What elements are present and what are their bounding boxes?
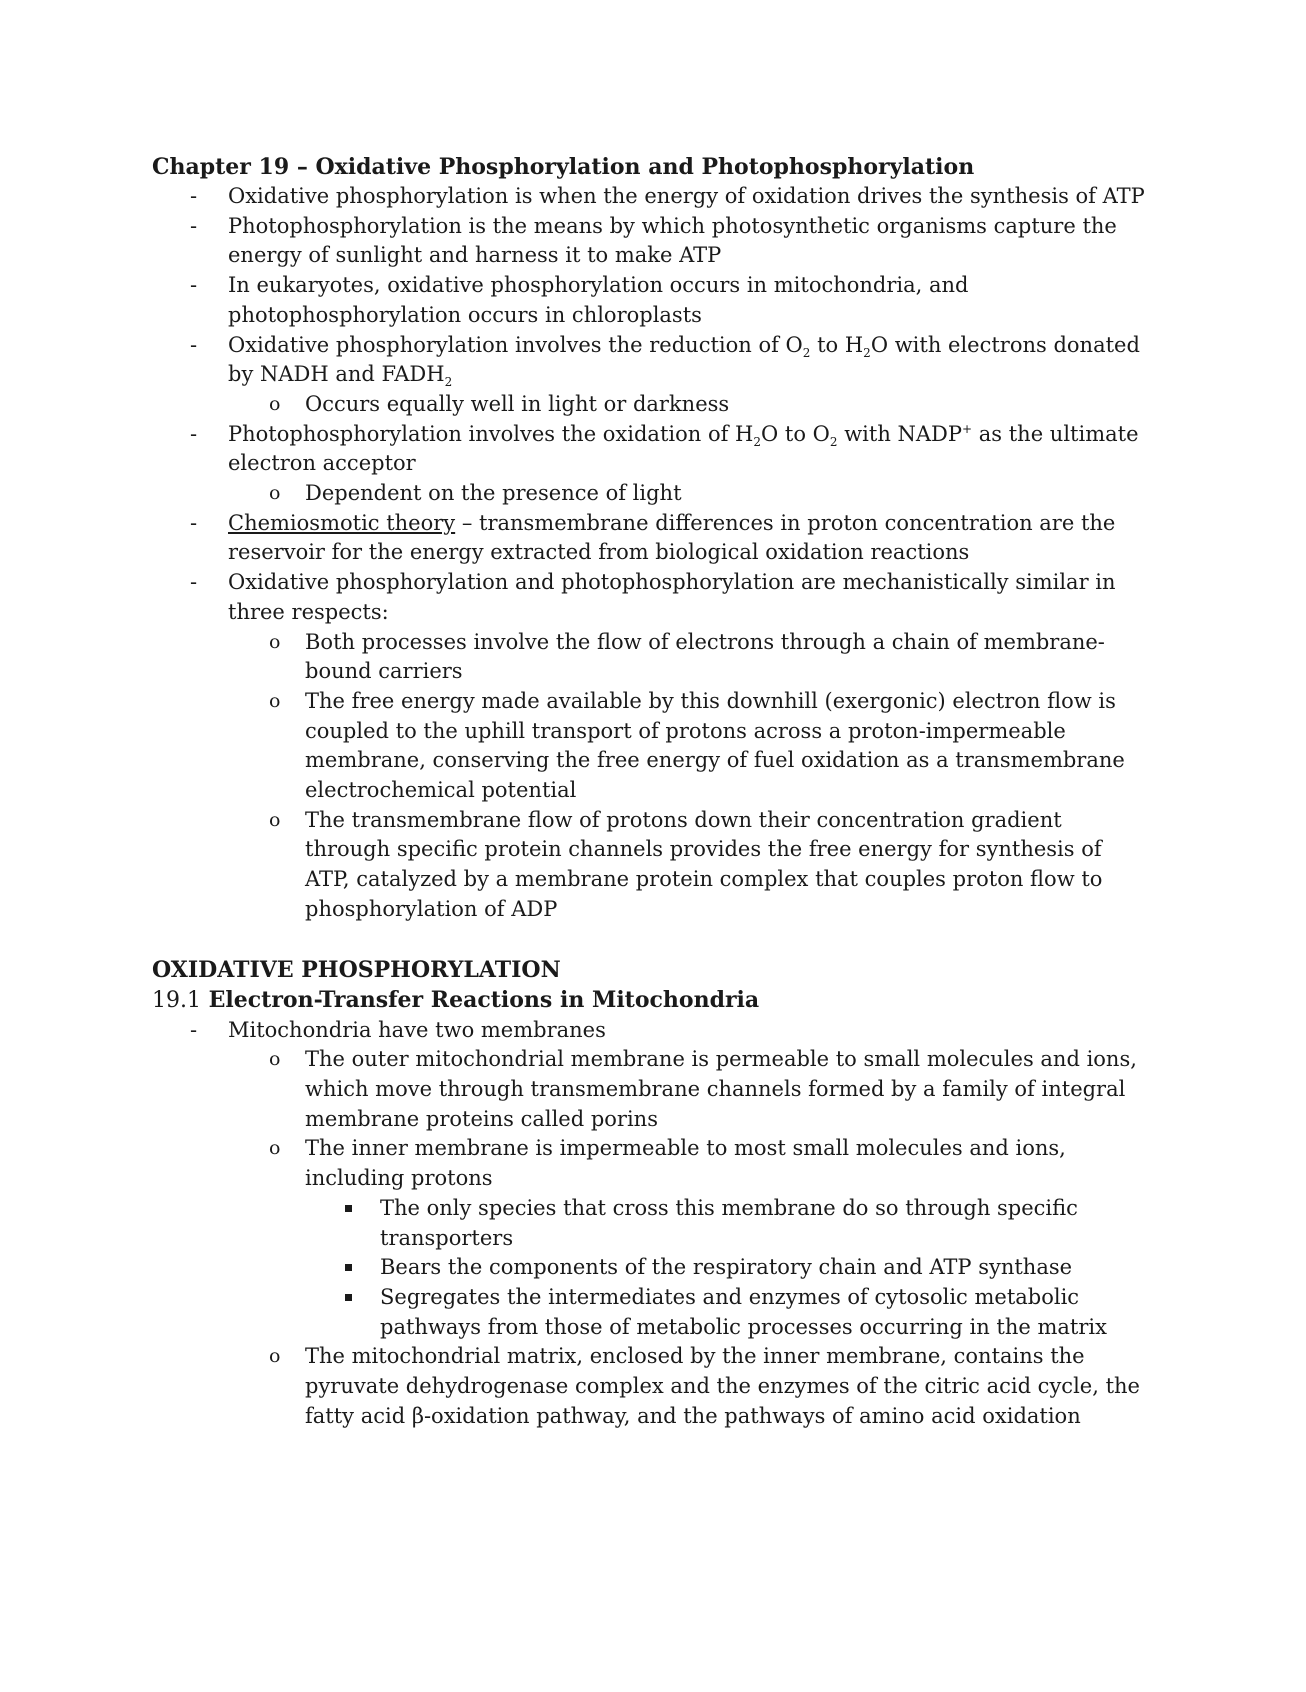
dash-marker: - <box>190 421 198 446</box>
item-text: Mitochondria have two membranes <box>228 1017 606 1042</box>
list-item <box>152 271 1152 330</box>
sub-list-item <box>152 628 1152 687</box>
sub-list-item <box>152 687 1152 806</box>
list-item <box>152 509 1152 568</box>
item-text: Bears the components of the respiratory chain and ATP synthase <box>380 1255 1073 1280</box>
list-item <box>152 212 1152 271</box>
item-text: Chemiosmotic theory – transmembrane differences in proton concentration are the reservoir for the energy extracted from biological oxidation reactions <box>228 510 1116 565</box>
subsection-heading <box>152 985 1152 1016</box>
circle-marker: o <box>269 392 281 415</box>
square-bullet-icon <box>345 1205 352 1212</box>
item-text: The mitochondrial matrix, enclosed by the inner membrane, contains the pyruvate dehydrogenase complex and the enzymes of the citric acid cycle, the fatty acid β-oxidation pathway, and the pathways of amino acid oxidation <box>305 1344 1140 1428</box>
dash-marker: - <box>190 213 198 238</box>
list-item <box>152 331 1152 390</box>
section-spacer <box>152 925 1152 955</box>
circle-marker: o <box>269 1048 281 1071</box>
circle-marker: o <box>269 808 281 831</box>
section-heading: OXIDATIVE PHOSPHORYLATION <box>152 956 561 983</box>
sub-list-item <box>152 806 1152 925</box>
dash-marker: - <box>190 570 198 595</box>
sub-sub-list-item <box>152 1194 1152 1253</box>
page-content <box>152 152 1152 1431</box>
item-text: The only species that cross this membrane do so through specific transporters <box>380 1195 1078 1250</box>
sub-sub-list-item <box>152 1283 1152 1342</box>
list-item <box>152 568 1152 627</box>
list-item <box>152 420 1152 479</box>
sub-list-item <box>152 1134 1152 1193</box>
mitochondria-list <box>152 1016 1152 1432</box>
item-text: The free energy made available by this downhill (exergonic) electron flow is coupled to the uphill transport of protons across a proton-impermeable membrane, conserving the free energy of fuel oxidation as a transmembrane electrochemical potential <box>305 688 1125 803</box>
item-text: The outer mitochondrial membrane is permeable to small molecules and ions, which move through transmembrane channels formed by a family of integral membrane proteins called porins <box>305 1047 1137 1131</box>
item-text: Dependent on the presence of light <box>305 481 682 506</box>
defined-term: Chemiosmotic theory <box>228 510 456 535</box>
sub-list-item <box>152 1045 1152 1134</box>
item-text: Oxidative phosphorylation and photophosphorylation are mechanistically similar in three respects: <box>228 570 1116 624</box>
circle-marker: o <box>269 1137 281 1160</box>
circle-marker: o <box>269 689 281 712</box>
item-text: The transmembrane flow of protons down their concentration gradient through specific protein channels provides the free energy for synthesis of ATP, catalyzed by a membrane protein complex that couples proton flow to phosphorylation of ADP <box>305 807 1103 921</box>
dash-marker: - <box>190 273 198 298</box>
subsection-title: Electron-Transfer Reactions in Mitochondria <box>208 986 760 1013</box>
list-item <box>152 182 1152 212</box>
subsection-number: 19.1 <box>152 987 201 1013</box>
chapter-title: Chapter 19 – Oxidative Phosphorylation and Photophosphorylation <box>152 154 975 180</box>
square-bullet-icon <box>345 1264 352 1271</box>
sub-list-item <box>152 1342 1152 1431</box>
item-text: In eukaryotes, oxidative phosphorylation occurs in mitochondria, and photophosphorylation occurs in chloroplasts <box>228 273 969 327</box>
circle-marker: o <box>269 1345 281 1368</box>
item-text: Both processes involve the flow of electrons through a chain of membrane-bound carriers <box>305 629 1105 684</box>
item-text: The inner membrane is impermeable to most small molecules and ions, including protons <box>305 1136 1066 1191</box>
item-text: Photophosphorylation involves the oxidation of $H_2O$ to $O_2$ with NADP+ as the ultimate electron acceptor <box>228 421 1139 476</box>
list-item <box>152 1016 1152 1046</box>
circle-marker: o <box>269 630 281 653</box>
sub-sub-list-item <box>152 1253 1152 1283</box>
intro-list <box>152 182 1152 925</box>
dash-marker: - <box>190 510 198 535</box>
sub-list-item <box>152 390 1152 420</box>
circle-marker: o <box>269 482 281 505</box>
item-text: Oxidative phosphorylation involves the reduction of $O_2$ to $H_2O$ with electrons donated by NADH and $FADH_2$ <box>228 332 1140 390</box>
item-text: Occurs equally well in light or darkness <box>305 391 730 416</box>
square-bullet-icon <box>345 1294 352 1301</box>
dash-marker: - <box>190 332 198 357</box>
dash-marker: - <box>190 184 198 208</box>
dash-marker: - <box>190 1017 198 1042</box>
item-text: Oxidative phosphorylation is when the energy of oxidation drives the synthesis of ATP <box>228 184 1145 208</box>
sub-list-item <box>152 479 1152 509</box>
item-text: Photophosphorylation is the means by which photosynthetic organisms capture the energy of sunlight and harness it to make ATP <box>228 213 1117 268</box>
item-text: Segregates the intermediates and enzymes of cytosolic metabolic pathways from those of metabolic processes occurring in the matrix <box>380 1284 1107 1339</box>
